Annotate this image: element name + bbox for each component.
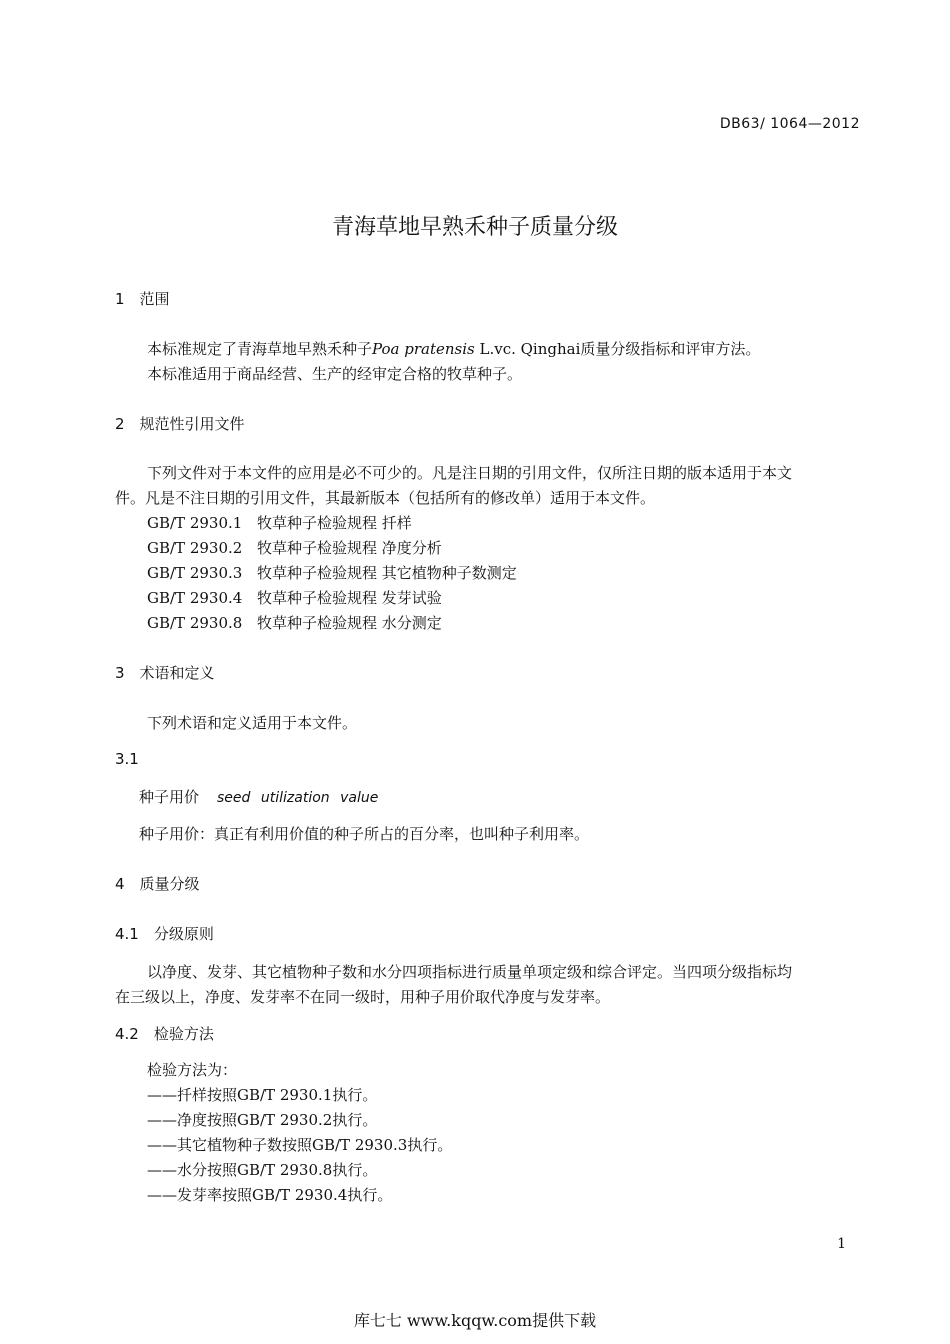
term-entry: [139, 786, 378, 807]
method-item: ——水分按照GB/T 2930.8执行。: [147, 1161, 378, 1179]
scope-line-2: 本标准适用于商品经营、生产的经审定合格的牧草种子。: [147, 365, 523, 383]
latin-name: Poa pratensis: [372, 340, 475, 358]
reference-item: [147, 537, 442, 558]
term-chinese: 种子用价: [139, 788, 200, 806]
reference-title: 牧草种子检验规程 净度分析: [257, 539, 442, 557]
subsection-4-1-heading: 4.1 分级原则: [115, 925, 214, 943]
reference-title: 牧草种子检验规程 其它植物种子数测定: [257, 564, 517, 582]
references-intro-line-1: 下列文件对于本文件的应用是必不可少的。凡是注日期的引用文件，仅所注日期的版本适用于本文: [147, 464, 793, 482]
page-number: 1: [837, 1236, 846, 1252]
reference-title: 牧草种子检验规程 发芽试验: [257, 589, 442, 607]
standard-number: DB63/ 1064—2012: [719, 116, 860, 132]
reference-item: [147, 587, 442, 608]
reference-title: 牧草种子检验规程 水分测定: [257, 614, 442, 632]
grading-principle-line-1: 以净度、发芽、其它植物种子数和水分四项指标进行质量单项定级和综合评定。当四项分级指标均: [147, 963, 793, 981]
method-intro: 检验方法为：: [147, 1061, 238, 1079]
subsection-3-1-number: 3.1: [115, 750, 139, 768]
method-item: ——其它植物种子数按照GB/T 2930.3执行。: [147, 1136, 453, 1154]
subsection-4-2-heading: 4.2 检验方法: [115, 1025, 214, 1043]
references-intro-line-2: 件。凡是不注日期的引用文件，其最新版本（包括所有的修改单）适用于本文件。: [115, 489, 656, 507]
document-title: 青海草地早熟禾种子质量分级: [331, 215, 618, 240]
reference-code: GB/T 2930.8: [147, 614, 243, 632]
reference-code: GB/T 2930.1: [147, 514, 243, 532]
reference-code: GB/T 2930.2: [147, 539, 243, 557]
grading-principle-line-2: 在三级以上，净度、发芽率不在同一级时，用种子用价取代净度与发芽率。: [115, 988, 611, 1006]
method-item: ——发芽率按照GB/T 2930.4执行。: [147, 1186, 393, 1204]
reference-item: [147, 562, 517, 583]
reference-code: GB/T 2930.4: [147, 589, 243, 607]
term-definition: 种子用价：真正有利用价值的种子所占的百分率，也叫种子利用率。: [139, 825, 590, 843]
method-item: ——扦样按照GB/T 2930.1执行。: [147, 1086, 378, 1104]
term-english: seed utilization value: [217, 790, 379, 806]
reference-item: [147, 612, 442, 633]
scope-text-tail: L.vc. Qinghai质量分级指标和评审方法。: [474, 340, 761, 358]
terms-intro: 下列术语和定义适用于本文件。: [147, 714, 358, 732]
download-watermark: 库七七 www.kqqw.com提供下载: [353, 1311, 597, 1330]
method-item: ——净度按照GB/T 2930.2执行。: [147, 1111, 378, 1129]
scope-line-1: [147, 338, 760, 359]
scope-text: 本标准规定了青海草地早熟禾种子: [147, 340, 373, 358]
section-3-heading: 3 术语和定义: [115, 664, 215, 682]
section-2-heading: 2 规范性引用文件: [115, 415, 245, 433]
reference-title: 牧草种子检验规程 扦样: [257, 514, 412, 532]
reference-code: GB/T 2930.3: [147, 564, 243, 582]
section-4-heading: 4 质量分级: [115, 875, 200, 893]
section-1-heading: 1 范围: [115, 290, 170, 308]
reference-item: [147, 512, 412, 533]
